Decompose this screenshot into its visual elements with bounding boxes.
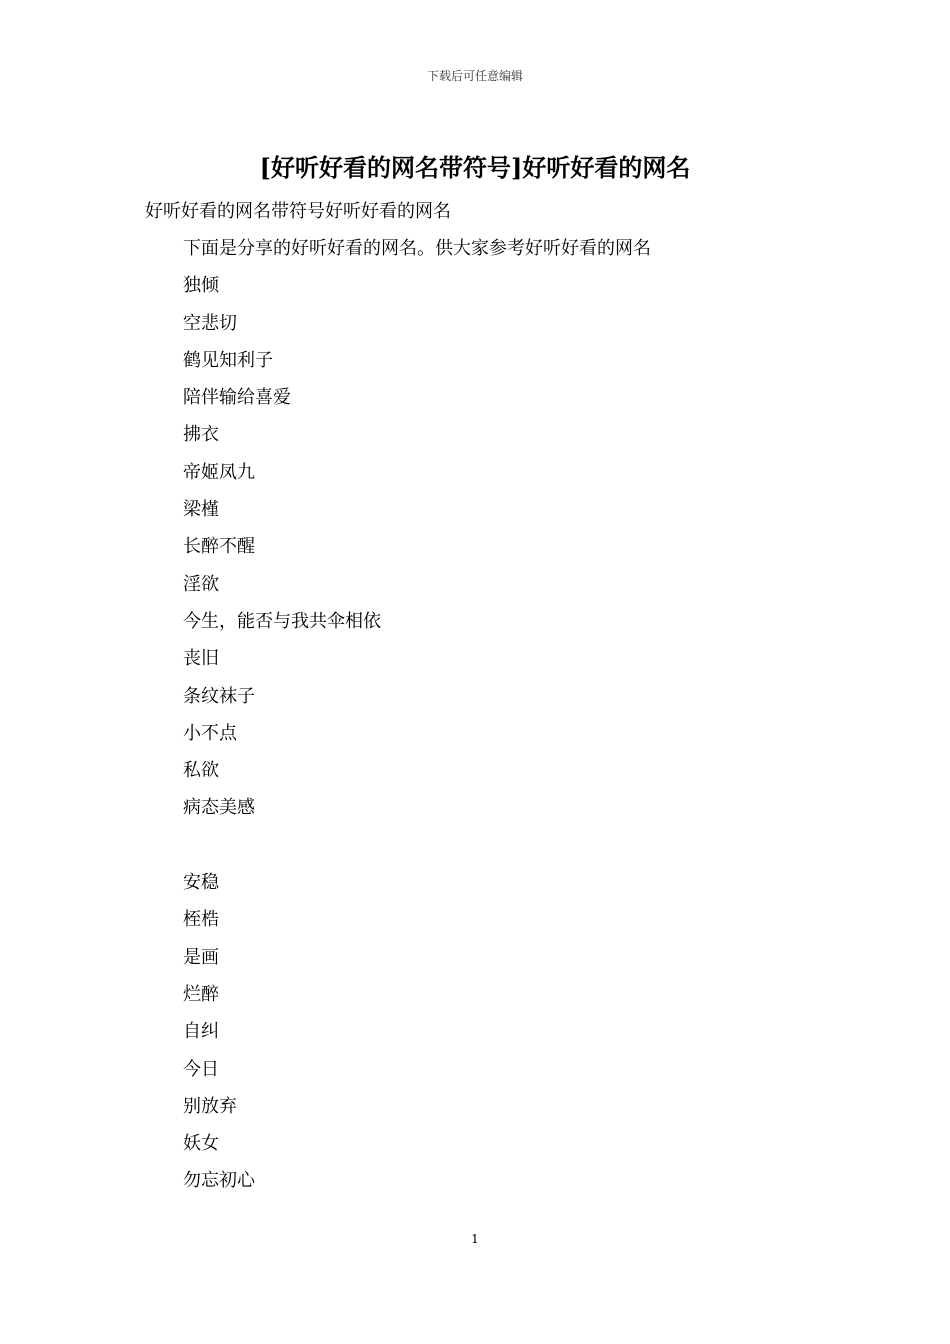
nickname-item: 今日 xyxy=(183,1058,219,1080)
document-subtitle: 好听好看的网名带符号好听好看的网名 xyxy=(145,201,451,222)
page-number: 1 xyxy=(471,1232,479,1246)
nickname-item: 梁槿 xyxy=(183,499,219,521)
nickname-item: 长醉不醒 xyxy=(183,536,255,558)
nickname-item: 淫欲 xyxy=(183,573,219,595)
nickname-item: 是画 xyxy=(183,946,219,968)
nickname-item: 勿忘初心 xyxy=(183,1170,255,1192)
nickname-item: 空悲切 xyxy=(183,312,237,334)
nickname-item: 病态美感 xyxy=(183,797,255,819)
page-header-note: 下载后可任意编辑 xyxy=(426,69,523,83)
nickname-item: 今生，能否与我共伞相依 xyxy=(183,610,381,632)
nickname-item: 妖女 xyxy=(183,1133,219,1155)
blank-line xyxy=(183,833,803,859)
document-body xyxy=(183,236,803,1206)
nickname-item: 独倾 xyxy=(183,275,219,297)
nickname-item: 私欲 xyxy=(183,760,219,782)
nickname-item: 安稳 xyxy=(183,872,219,894)
nickname-item: 丧旧 xyxy=(183,648,219,670)
nickname-item: 桎梏 xyxy=(183,909,219,931)
nickname-item: 条纹袜子 xyxy=(183,685,255,707)
nickname-item: 拂衣 xyxy=(183,424,219,446)
intro-line: 下面是分享的好听好看的网名。供大家参考好听好看的网名 xyxy=(183,238,651,259)
nickname-item: 帝姬凤九 xyxy=(183,461,255,483)
nickname-item: 烂醉 xyxy=(183,983,219,1005)
nickname-item: 别放弃 xyxy=(183,1095,237,1117)
nickname-item: 自纠 xyxy=(183,1021,219,1043)
nickname-item: 陪伴输给喜爱 xyxy=(183,387,291,409)
nickname-item: 小不点 xyxy=(183,722,237,744)
nickname-item: 鹤见知利子 xyxy=(183,349,273,371)
document-title: [好听好看的网名带符号]好听好看的网名 xyxy=(259,153,691,182)
